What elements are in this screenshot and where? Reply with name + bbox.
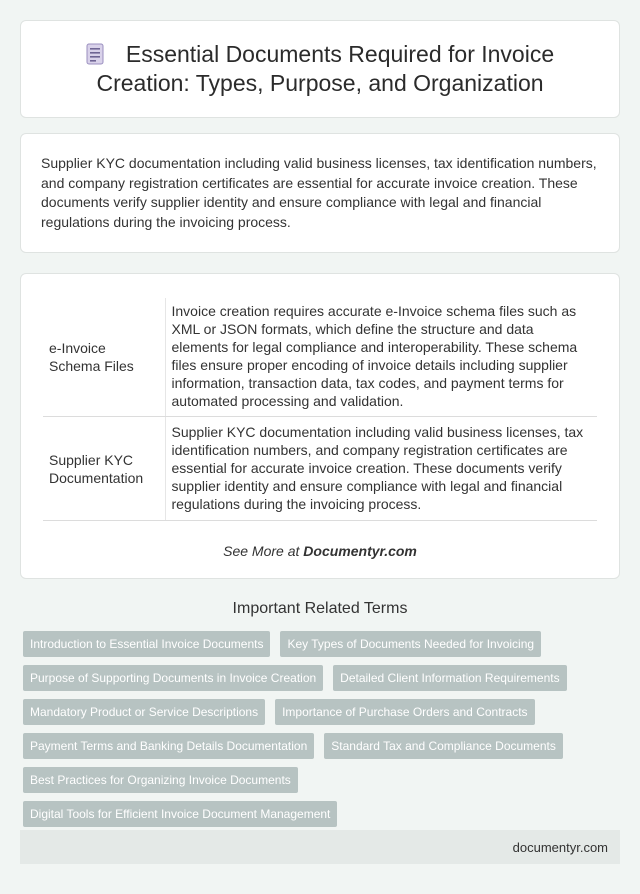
table-term: e-Invoice Schema Files [43,298,165,417]
page-title-wrapper [21,40,619,98]
see-more-site[interactable]: Documentyr.com [303,543,417,559]
related-term-tag[interactable]: Best Practices for Organizing Invoice Documents [23,767,298,793]
see-more-link[interactable] [43,543,597,559]
table-row [43,417,597,521]
title-card [20,20,620,118]
page-title-text: Essential Documents Required for Invoice Creation: Types, Purpose, and Organization [96,41,555,96]
related-term-tag[interactable]: Key Types of Documents Needed for Invoicing [280,631,541,657]
related-term-tag[interactable]: Mandatory Product or Service Descriptions [23,699,265,725]
footer-site-link[interactable]: documentyr.com [512,839,608,855]
related-term-tag[interactable]: Importance of Purchase Orders and Contracts [275,699,534,725]
terms-table-card [20,273,620,579]
table-term: Supplier KYC Documentation [43,417,165,521]
related-terms-list [23,631,623,835]
intro-paragraph: Supplier KYC documentation including valid business licenses, tax identification numbers, and company registration certificates are essential for accurate invoice creation. These documents verify supplier identity and ensure compliance with legal and financial regulations during the invoicing process. [41,155,597,230]
see-more-prefix: See More at [223,543,304,559]
intro-card [20,133,620,253]
related-term-tag[interactable]: Standard Tax and Compliance Documents [324,733,563,759]
table-description: Supplier KYC documentation including valid business licenses, tax identification numbers, and company registration certificates are essential for accurate invoice creation. These documents verify supplier identity and ensure compliance with legal and financial regulations during the invoicing process. [165,417,597,521]
related-term-tag[interactable]: Digital Tools for Efficient Invoice Document Management [23,801,337,827]
page-title [86,41,554,96]
footer [20,830,620,864]
related-term-tag[interactable]: Introduction to Essential Invoice Documents [23,631,270,657]
table-description: Invoice creation requires accurate e-Invoice schema files such as XML or JSON formats, which define the structure and data elements for legal compliance and interoperability. These schema files ensure proper encoding of invoice details including supplier information, transaction data, tax codes, and payment terms for automated processing and validation. [165,298,597,417]
terms-table [43,298,597,521]
related-term-tag[interactable]: Detailed Client Information Requirements [333,665,566,691]
table-row [43,298,597,417]
related-terms-heading: Important Related Terms [232,600,408,617]
document-icon [86,43,104,65]
related-term-tag[interactable]: Payment Terms and Banking Details Documentation [23,733,314,759]
related-term-tag[interactable]: Purpose of Supporting Documents in Invoice Creation [23,665,323,691]
